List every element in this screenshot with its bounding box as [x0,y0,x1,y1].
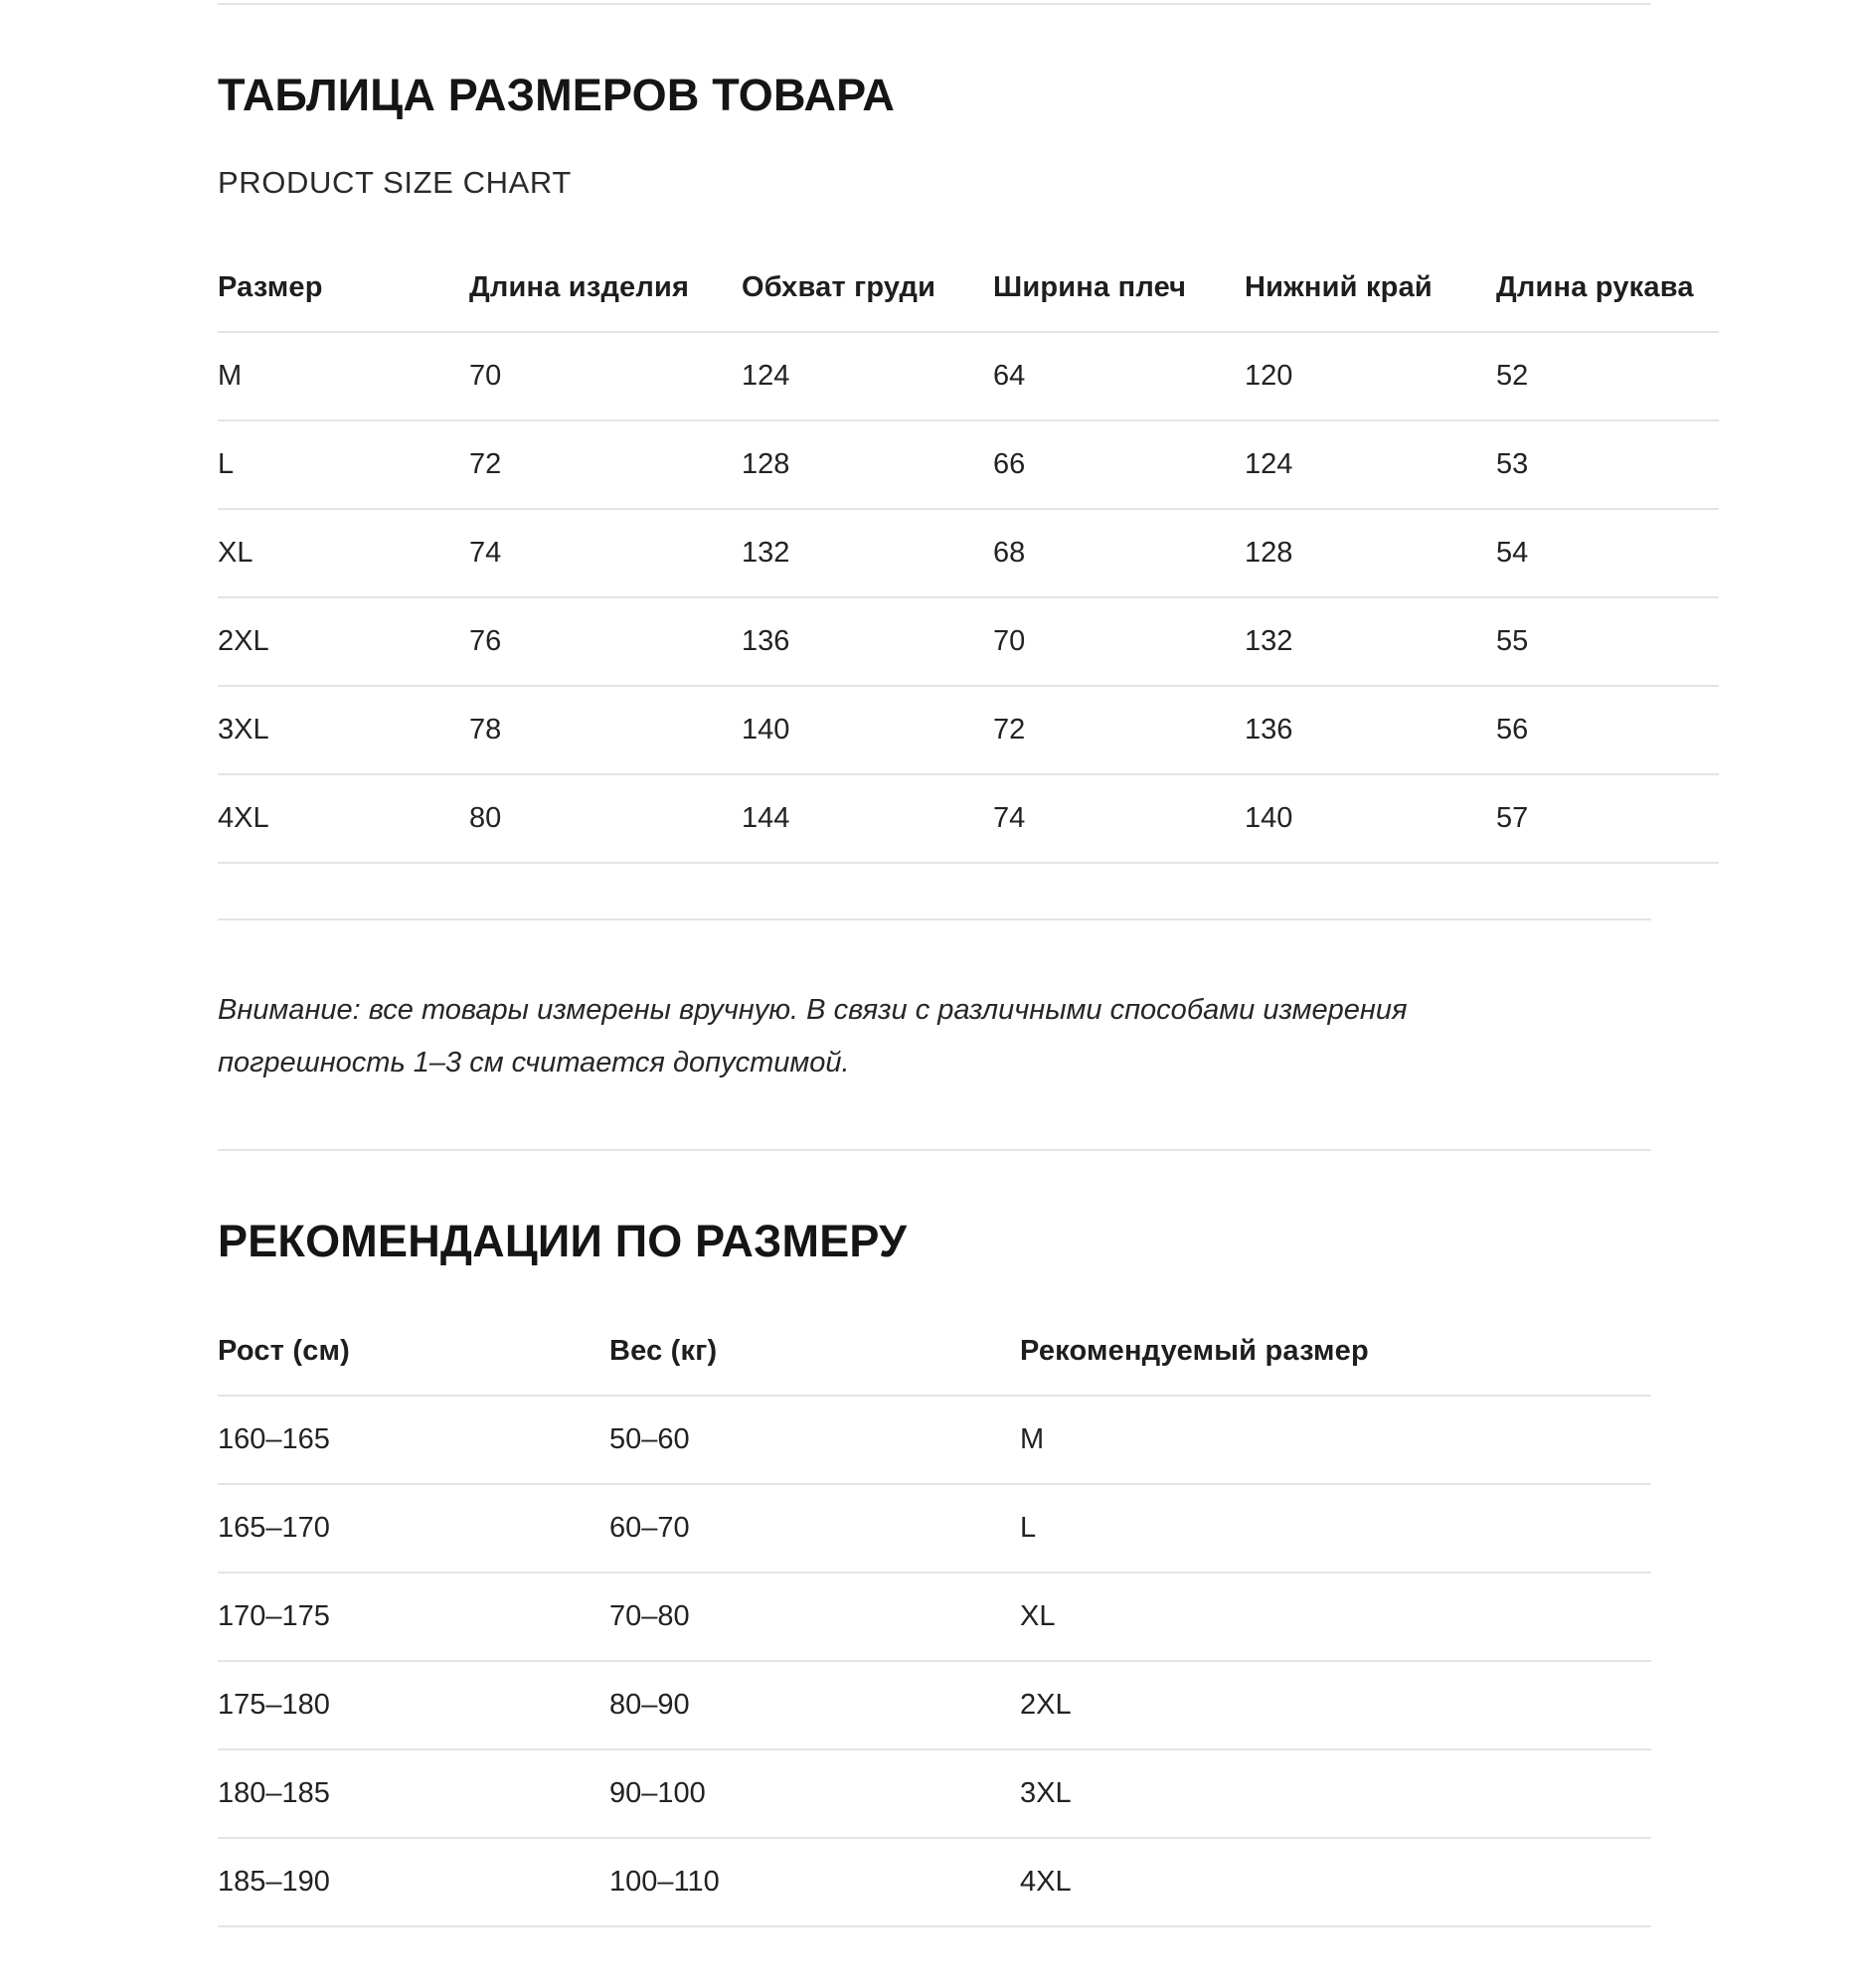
table-cell: 70 [469,360,502,392]
column-header-size: Размер [218,271,323,303]
table-cell: 175–180 [218,1689,330,1721]
table-row [218,1484,1651,1573]
table-cell: 160–165 [218,1423,330,1455]
table-cell: 50–60 [609,1423,690,1455]
column-header-sleeve: Длина рукава [1496,271,1694,303]
table-cell: 4XL [218,802,269,834]
table-cell: XL [1020,1600,1056,1632]
table-cell: 64 [993,360,1026,392]
table-cell: 170–175 [218,1600,330,1632]
table-cell: 57 [1496,802,1529,834]
table-cell: 72 [469,448,502,480]
table-cell: 52 [1496,360,1529,392]
table-cell: 55 [1496,625,1529,657]
column-header-shoulder: Ширина плеч [993,271,1187,303]
table-cell: 124 [1245,448,1293,480]
table-row [218,1396,1651,1484]
table-cell: 100–110 [609,1866,720,1898]
table-cell: 120 [1245,360,1293,392]
table-row [218,774,1719,863]
top-divider [218,3,1651,5]
table-row [218,1661,1651,1749]
recommendations-table [218,1308,1651,1927]
table-cell: 136 [1245,714,1293,746]
column-header-length: Длина изделия [469,271,690,303]
measurement-note [218,984,1629,1089]
table-row [218,597,1719,686]
table-cell: 80–90 [609,1689,690,1721]
table-cell: 140 [742,714,790,746]
table-cell: 90–100 [609,1777,706,1809]
section-divider [218,1149,1651,1151]
column-header-recommended-size: Рекомендуемый размер [1020,1335,1369,1367]
table-cell: 60–70 [609,1512,690,1544]
table-cell: 140 [1245,802,1293,834]
table-row [218,686,1719,774]
table-cell: 2XL [1020,1689,1072,1721]
table-cell: 74 [469,537,502,569]
table-cell: 66 [993,448,1026,480]
table-cell: 144 [742,802,790,834]
table-cell: 53 [1496,448,1529,480]
column-header-chest: Обхват груди [742,271,936,303]
table-cell: 124 [742,360,790,392]
table-cell: 185–190 [218,1866,330,1898]
table-row [218,332,1719,420]
table-cell: M [218,360,243,392]
table-cell: 128 [742,448,790,480]
measurement-note-line: Внимание: все товары измерены вручную. В связи с различными способами измерения [218,994,1408,1026]
table-cell: 165–170 [218,1512,330,1544]
table-cell: 132 [1245,625,1293,657]
table-cell: 74 [993,802,1026,834]
table-cell: 80 [469,802,502,834]
table-cell: M [1020,1423,1045,1455]
table-cell: XL [218,537,253,569]
table-row [218,1838,1651,1926]
table-cell: 70 [993,625,1026,657]
column-header-height: Рост (см) [218,1335,351,1367]
table-row [218,509,1719,597]
table-row [218,420,1719,509]
section-divider [218,918,1651,920]
table-cell: 2XL [218,625,269,657]
table-cell: 180–185 [218,1777,330,1809]
table-cell: L [1020,1512,1037,1544]
measurement-note-line: погрешность 1–3 см считается допустимой. [218,1047,850,1078]
table-cell: 3XL [218,714,269,746]
table-cell: 72 [993,714,1026,746]
table-row [218,1749,1651,1838]
column-header-hem: Нижний край [1245,271,1433,303]
table-header-row [218,245,1719,332]
table-cell: 128 [1245,537,1293,569]
size-chart-table [218,245,1719,864]
table-cell: 54 [1496,537,1529,569]
size-chart-subtitle: PRODUCT SIZE CHART [218,165,572,200]
table-cell: 76 [469,625,502,657]
size-chart-title: ТАБЛИЦА РАЗМЕРОВ ТОВАРА [218,70,896,120]
table-row [218,1573,1651,1661]
table-cell: 136 [742,625,790,657]
table-cell: 4XL [1020,1866,1072,1898]
table-cell: 68 [993,537,1026,569]
column-header-weight: Вес (кг) [609,1335,718,1367]
table-cell: 3XL [1020,1777,1072,1809]
table-cell: 78 [469,714,502,746]
table-cell: 70–80 [609,1600,690,1632]
recommendations-title: РЕКОМЕНДАЦИИ ПО РАЗМЕРУ [218,1216,908,1266]
table-cell: 56 [1496,714,1529,746]
table-header-row [218,1308,1651,1396]
table-cell: 132 [742,537,790,569]
table-cell: L [218,448,235,480]
